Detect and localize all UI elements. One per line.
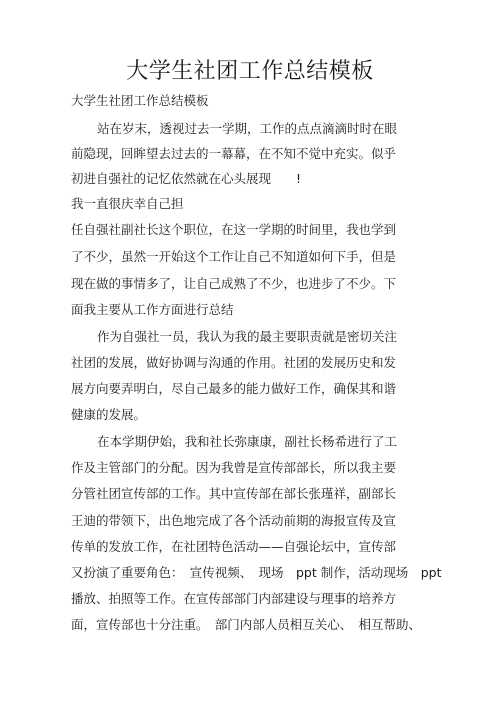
paragraph-line: 王迪的带领下，出色地完成了各个活动前期的海报宣传及宣 [71,513,397,528]
paragraph-line: 社团的发展，做好协调与沟通的作用。社团的发展历史和发 [71,355,397,370]
paragraph-line: 播放、拍照等工作。在宣传部部门内部建设与理事的培养方 [71,591,397,606]
document-title: 大学生社团工作总结模板 [126,59,374,84]
subtitle-line: 大学生社团工作总结模板 [71,93,209,108]
paragraph-line: 作为自强社一员，我认为我的最主要职责就是密切关注 [97,329,398,344]
paragraph-line: 面，宣传部也十分注重。 部门内部人员相互关心、 相互帮助、 [71,617,422,632]
paragraph-line: 现在做的事情多了，让自己成熟了不少，也进步了不少。下 [71,276,397,291]
paragraph-line: 我一直很庆幸自己担 [71,196,184,211]
paragraph-line: 传单的发放工作，在社团特色活动——自强论坛中，宣传部 [71,539,397,554]
paragraph-line: 又扮演了重要角色： 宣传视频、 现场 ppt 制作，活动现场 ppt [71,565,442,580]
paragraph-line: 初进自强社的记忆依然就在心头展现 ! [71,171,302,186]
paragraph-line: 健康的发展。 [71,407,147,422]
paragraph-line: 在本学期伊始，我和社长弥康康，副社长杨希进行了工 [97,434,398,449]
paragraph-line: 展方向要弄明白，尽自己最多的能力做好工作，确保其和谐 [71,381,397,396]
paragraph-line: 分管社团宣传部的工作。其中宣传部在部长张瑾祥，副部长 [71,486,397,501]
paragraph-line: 站在岁末，透视过去一学期，工作的点点滴滴时时在眼 [97,121,398,136]
paragraph-line: 前隐现，回眸望去过去的一幕幕，在不知不觉中充实。似乎 [71,146,397,161]
paragraph-line: 作及主管部门的分配。因为我曾是宣传部部长，所以我主要 [71,460,397,475]
paragraph-line: 面我主要从工作方面进行总结 [71,302,234,317]
paragraph-line: 任自强社副社长这个职位，在这一学期的时间里，我也学到 [71,222,397,237]
paragraph-line: 了不少，虽然一开始这个工作让自己不知道如何下手，但是 [71,249,397,264]
